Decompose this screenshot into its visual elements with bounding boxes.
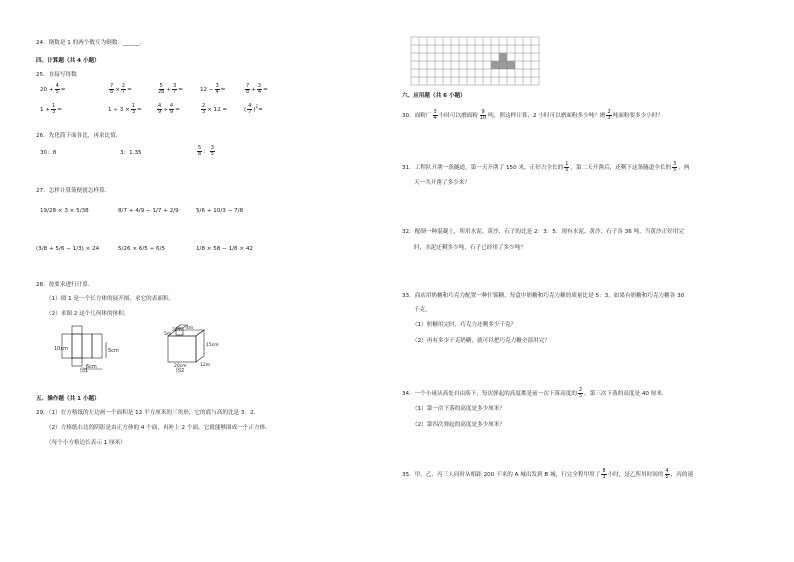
q25-item-3: $\frac{5}{28}$ + $\frac{3}{7}$ =	[158, 83, 183, 95]
shaded-cell	[499, 53, 507, 61]
fig1-label-b: 5cm	[108, 348, 119, 354]
q27-item-1: 19/28 × 3 × 5/38	[40, 208, 89, 214]
question-26: 26．先化简下面各比，再求比值．	[36, 133, 122, 139]
q27-item-6: 1/8 × 58 − 1/8 × 42	[196, 246, 253, 252]
fig2-label-c: 5m	[164, 332, 172, 337]
fig1-label-a: 10cm	[54, 346, 68, 352]
fig2-label-f: 12m	[200, 363, 211, 368]
question-30: 30．面粉厂 $\frac{3}{4}$ 小时可以磨面粉 $\frac{9}{10}$ 吨，照这样计算，2 小时可以磨面粉多少吨？磨 $\frac{2}{3}$ 吨面粉要多少小时？	[402, 109, 664, 121]
q26-item-3: $\frac{5}{8}$ ： $\frac{3}{5}$	[198, 145, 214, 157]
q25-item-9: $\frac{2}{3}$ × 12 =	[202, 103, 228, 115]
q28-part-2: （2）求图 2 这个几何体的体积．	[46, 311, 130, 317]
question-25: 25．直接写得数	[36, 72, 77, 78]
shaded-cell	[507, 61, 515, 69]
q28-part-1: （1）图 1 是一个长方体的展开图，求它的表面积．	[46, 296, 175, 302]
question-34-sub-1: （1）第一次下落的高度是多少厘米？	[412, 406, 506, 412]
q25-item-4: 12 − $\frac{3}{4}$ =	[200, 83, 226, 95]
fig2-label-e: 20cm	[174, 364, 187, 369]
cuboid-net-figure	[54, 324, 140, 374]
question-33-line-2: 千克，	[414, 307, 431, 313]
q27-item-2: 8/7 + 4/9 − 1/7 + 2/9	[118, 208, 179, 214]
question-32-line-1: 32．配制一种混凝土，所用水泥、黄沙、石子的比是 2：3：5．现有水泥、黄沙、石子各 36 吨，当黄沙正好用完	[402, 229, 684, 235]
fig2-label-a: 3cm	[172, 328, 182, 333]
q29-note: （每个小方格边长表示 1 厘米）	[46, 440, 126, 446]
grid-paper	[410, 36, 542, 86]
question-31-line-2: 天一共开凿了多少米？	[414, 180, 470, 186]
question-31: 31．工程队开凿一条隧道，第一天开凿了 150 米，正好占全长的 $\frac{1}{5}$ ，第二天开凿后，还剩下这条隧道全长的 $\frac{3}{5}$ ，两	[402, 161, 690, 173]
question-35: 35．甲、乙、丙三人同时从相距 200 千米的 A 城出发到 B 城，行完全程甲用了 $\frac{8}{3}$ 小时，是乙所用时间的 $\frac{4}{5}$ ，丙的速	[402, 468, 694, 480]
question-34-sub-2: （2）第四次弹起的高度是多少厘米？	[412, 422, 506, 428]
q27-item-4: (3/8 + 5/6 − 1/3) × 24	[36, 246, 100, 252]
question-28: 28．按要求进行计算．	[36, 282, 94, 288]
question-33-sub-2: （2）再有多少千克奶糖，就可以把巧克力糖全部用完？	[412, 338, 550, 344]
q26-item-1: 30：8	[40, 150, 57, 156]
q25-item-8: $\frac{4}{9}$ ÷ $\frac{4}{9}$ =	[158, 103, 180, 115]
q25-item-2: $\frac{7}{8}$ × $\frac{2}{7}$ =	[110, 83, 132, 95]
q25-item-5: $\frac{7}{8}$ + $\frac{3}{4}$ =	[246, 83, 268, 95]
question-34: 34．一个小球从高处自由落下，每次弹起的高度都是前一次下落高度的 $\frac{2}{5}$ ，第三次下落的高度是 40 厘米．	[402, 387, 668, 399]
q29-part-2: （2）方格纸右边的阴影是由正方体的 4 个面，再补上 2 个面，它就能够围成一个正方体．	[46, 425, 271, 431]
question-33-line-1: 33．商店用奶糖和巧克力配置一种什锦糖，每盒中奶糖和巧克力糖的质量比是 5：3，如果有奶糖和巧克力糖各 30	[402, 293, 685, 299]
question-24: 24．倒数是 1 的两个数互为倒数．______．	[36, 40, 146, 46]
q25-item-6: 1 + $\frac{1}{3}$ =	[40, 103, 62, 115]
q25-item-7: 1 ÷ 3 × $\frac{1}{3}$ =	[108, 103, 142, 115]
q25-item-1: 20 + $\frac{4}{5}$ =	[40, 83, 66, 95]
section-4-heading: 四、计算题（共 4 小题）	[36, 58, 100, 64]
question-32-line-2: 时，水泥还剩多少吨，石子已经用了多少吨？	[414, 245, 526, 251]
question-33-sub-1: （1）奶糖用完时，巧克力还剩多少千克？	[412, 322, 517, 328]
shaded-cell	[499, 61, 507, 69]
question-27: 27．怎样计算简便就怎样算．	[36, 188, 111, 194]
fig2-caption: 图2	[176, 368, 185, 374]
q25-item-10: ( $\frac{4}{7}$ )$^2$=	[244, 103, 263, 115]
q27-item-5: 5/26 × 6/5 ÷ 6/5	[118, 246, 166, 252]
q29-part-1: 29．（1）在方格纸的左边画一个面积是 12 平方厘米的三角形，它的底与高的比是 3：2．	[36, 410, 260, 416]
fig2-label-d: 15cm	[206, 343, 219, 348]
q26-item-2: 3：1.35	[120, 150, 142, 156]
section-5-heading: 五、操作题（共 1 小题）	[36, 396, 100, 402]
shaded-cell	[491, 61, 499, 69]
fig1-caption: 图1	[80, 368, 89, 374]
solid-figure	[162, 324, 222, 370]
fig2-label-b: 4m	[186, 326, 194, 331]
q27-item-3: 5/6 + 10/3 − 7/8	[196, 208, 244, 214]
section-6-heading: 六、应用题（共 6 小题）	[402, 93, 466, 99]
fig1-label-c: 6cm	[86, 364, 97, 370]
